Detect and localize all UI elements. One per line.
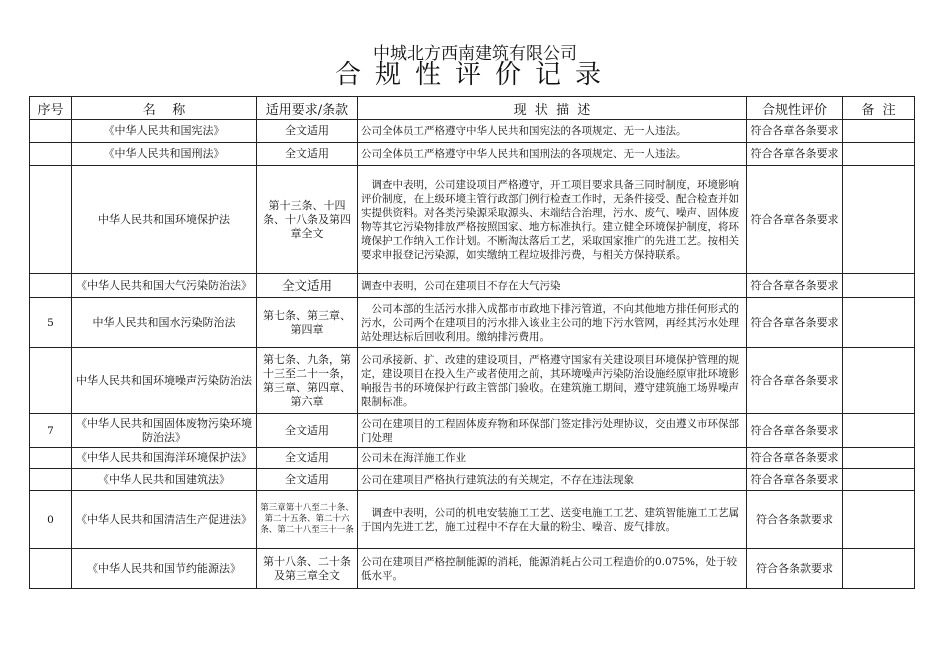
row-name: 中华人民共和国环境噪声污染防治法 bbox=[72, 348, 257, 414]
row-note bbox=[843, 298, 915, 348]
row-requirement: 全文适用 bbox=[257, 469, 358, 491]
row-name: 《中华人民共和国节约能源法》 bbox=[72, 549, 257, 589]
row-evaluation: 符合各章各条要求 bbox=[747, 298, 843, 348]
row-description: 公司本部的生活污水排入成都市市政地下排污管道，不向其他地方排任何形式的污水，公司两个在建项目的污水排入该业主公司的地下污水管网，再经其污水处理站处理达标后回收利用。缴纳排污费用。 bbox=[358, 298, 747, 348]
row-requirement: 全文适用 bbox=[257, 120, 358, 143]
table-row bbox=[30, 143, 915, 166]
row-requirement: 第七条、九条，第十三至二十一条，第三章、第四章、第六章 bbox=[257, 348, 358, 414]
col-header-requirement: 适用要求/条款 bbox=[257, 97, 358, 120]
row-evaluation: 符合各章各条要求 bbox=[747, 469, 843, 491]
compliance-table bbox=[29, 96, 915, 589]
row-no bbox=[30, 549, 72, 589]
row-evaluation: 符合各章各条要求 bbox=[747, 348, 843, 414]
table-row bbox=[30, 298, 915, 348]
row-description: 公司未在海洋施工作业 bbox=[358, 448, 747, 469]
row-note bbox=[843, 120, 915, 143]
row-description: 公司承接新、扩、改建的建设项目，严格遵守国家有关建设项目环境保护管理的规定，建设项目在投入生产或者使用之前，其环境噪声污染防治设施经原审批环境影响报告书的环境保护行政主管部门验收。在建筑施工期间，遵守建筑施工场界噪声限制标准。 bbox=[358, 348, 747, 414]
row-note bbox=[843, 549, 915, 589]
table-row bbox=[30, 274, 915, 298]
row-no bbox=[30, 348, 72, 414]
row-requirement: 全文适用 bbox=[257, 274, 358, 298]
row-description: 公司全体员工严格遵守中华人民共和国刑法的各项规定、无一人违法。 bbox=[358, 143, 747, 166]
row-evaluation: 符合各章各条要求 bbox=[747, 143, 843, 166]
row-note bbox=[843, 469, 915, 491]
document-title: 合规性评价记录 bbox=[334, 60, 615, 90]
row-name: 《中华人民共和国大气污染防治法》 bbox=[72, 274, 257, 298]
row-no bbox=[30, 166, 72, 274]
row-evaluation: 符合各章各条要求 bbox=[747, 274, 843, 298]
row-description: 公司在建项目严格执行建筑法的有关规定，不存在违法现象 bbox=[358, 469, 747, 491]
col-header-note: 备 注 bbox=[843, 97, 915, 120]
row-description: 公司全体员工严格遵守中华人民共和国宪法的各项规定、无一人违法。 bbox=[358, 120, 747, 143]
company-name: 中城北方西南建筑有限公司 bbox=[373, 44, 577, 64]
row-name: 《中华人民共和国刑法》 bbox=[72, 143, 257, 166]
row-evaluation: 符合各章各条要求 bbox=[747, 414, 843, 448]
row-no bbox=[30, 448, 72, 469]
row-note bbox=[843, 143, 915, 166]
row-no: 7 bbox=[30, 414, 72, 448]
row-note bbox=[843, 348, 915, 414]
row-requirement: 第三章第十八至二十条、第二十五条、第二十六条、第二十八至三十一条 bbox=[257, 491, 358, 549]
table-row bbox=[30, 120, 915, 143]
row-note bbox=[843, 491, 915, 549]
row-requirement: 全文适用 bbox=[257, 448, 358, 469]
row-evaluation: 符合各章各条要求 bbox=[747, 166, 843, 274]
table-row bbox=[30, 348, 915, 414]
row-description: 调查中表明，公司在建项目不存在大气污染 bbox=[358, 274, 747, 298]
row-requirement: 全文适用 bbox=[257, 143, 358, 166]
row-requirement: 全文适用 bbox=[257, 414, 358, 448]
row-no bbox=[30, 469, 72, 491]
row-requirement: 第十三条、十四条、十八条及第四章全文 bbox=[257, 166, 358, 274]
table-row bbox=[30, 414, 915, 448]
row-note bbox=[843, 274, 915, 298]
row-name: 中华人民共和国水污染防治法 bbox=[72, 298, 257, 348]
row-note bbox=[843, 166, 915, 274]
row-note bbox=[843, 414, 915, 448]
row-no: 5 bbox=[30, 298, 72, 348]
col-header-evaluation: 合规性评价 bbox=[747, 97, 843, 120]
row-note bbox=[843, 448, 915, 469]
row-name: 《中华人民共和国清洁生产促进法》 bbox=[72, 491, 257, 549]
row-name: 《中华人民共和国海洋环境保护法》 bbox=[72, 448, 257, 469]
row-evaluation: 符合各章各条要求 bbox=[747, 120, 843, 143]
row-requirement: 第十八条、二十条及第三章全文 bbox=[257, 549, 358, 589]
row-no bbox=[30, 120, 72, 143]
row-requirement: 第七条、第三章、第四章 bbox=[257, 298, 358, 348]
row-no: 0 bbox=[30, 491, 72, 549]
col-header-name: 名 称 bbox=[72, 97, 257, 120]
table-row bbox=[30, 491, 915, 549]
col-header-no: 序号 bbox=[30, 97, 72, 120]
table-row bbox=[30, 469, 915, 491]
row-description: 调查中表明，公司建设项目严格遵守，开工项目要求具备三同时制度，环境影响评价制度，在上级环境主管行政部门例行检查工作时，无条件接受、配合检查并如实提供资料。对各类污染源采取源头、末端结合治理，污水、废气、噪声、固体废物等其它污染物排放严格按照国家、地方标准执行。建立健全环境保护制度，将环境保护工作纳入工作计划。不断淘汰落后工艺，采取国家推广的先进工艺。按相关要求申报登记污染源，如实缴纳工程垃圾排污费，与相关方保持联系。 bbox=[358, 166, 747, 274]
row-evaluation: 符合各章各条要求 bbox=[747, 448, 843, 469]
table-row bbox=[30, 448, 915, 469]
row-evaluation: 符合各条款要求 bbox=[747, 491, 843, 549]
col-header-description: 现 状 描 述 bbox=[358, 97, 747, 120]
row-no bbox=[30, 274, 72, 298]
row-name: 《中华人民共和国建筑法》 bbox=[72, 469, 257, 491]
row-description: 公司在建项目的工程固体废弃物和环保部门签定排污处理协议，交由遵义市环保部门处理 bbox=[358, 414, 747, 448]
row-no bbox=[30, 143, 72, 166]
row-description: 调查中表明，公司的机电安装施工工艺、送变电施工工艺、建筑智能施工工艺属于国内先进工艺，施工过程中不存在大量的粉尘、噪音、废气排放。 bbox=[358, 491, 747, 549]
table-header-row bbox=[30, 97, 915, 120]
row-description: 公司在建项目严格控制能源的消耗，能源消耗占公司工程造价的0.075%，处于较低水平。 bbox=[358, 549, 747, 589]
row-name: 中华人民共和国环境保护法 bbox=[72, 166, 257, 274]
row-name: 《中华人民共和国固体废物污染环境防治法》 bbox=[72, 414, 257, 448]
table-row bbox=[30, 549, 915, 589]
table-row bbox=[30, 166, 915, 274]
row-name: 《中华人民共和国宪法》 bbox=[72, 120, 257, 143]
row-evaluation: 符合各条款要求 bbox=[747, 549, 843, 589]
